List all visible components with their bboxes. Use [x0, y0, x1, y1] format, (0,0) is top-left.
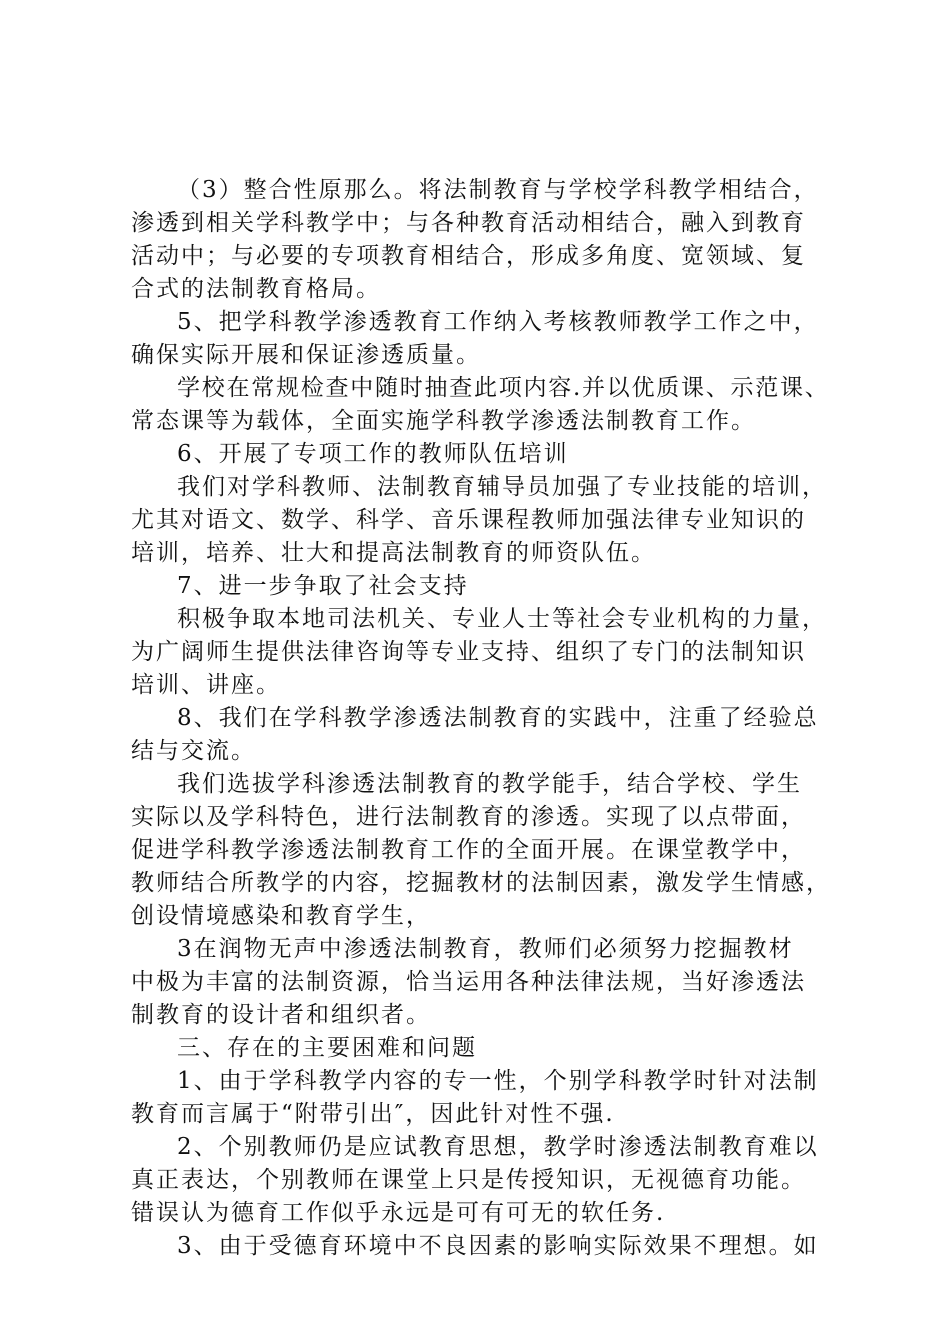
- text-line: 学校在常规检查中随时抽查此项内容.并以优质课、示范课、: [177, 375, 830, 401]
- text-line: 中极为丰富的法制资源，恰当运用各种法律法规，当好渗透法: [131, 969, 806, 995]
- text-line: 我们对学科教师、法制教育辅导员加强了专业技能的培训，: [177, 474, 827, 500]
- text-line: 活动中；与必要的专项教育相结合，形成多角度、宽领域、复: [131, 243, 806, 269]
- text-line: 1、由于学科教学内容的专一性，个别学科教学时针对法制: [177, 1068, 819, 1094]
- text-line: 8、我们在学科教学渗透法制教育的实践中，注重了经验总: [177, 705, 819, 731]
- text-line: 常态课等为载体，全面实施学科教学渗透法制教育工作。: [131, 408, 756, 434]
- text-line: 5、把学科教学渗透教育工作纳入考核教师教学工作之中，: [177, 309, 819, 335]
- text-line: 为广阔师生提供法律咨询等专业支持、组织了专门的法制知识: [131, 639, 806, 665]
- section-heading: 三、存在的主要困难和问题: [177, 1035, 477, 1061]
- text-line: 尤其对语文、数学、科学、音乐课程教师加强法律专业知识的: [131, 507, 806, 533]
- text-line: 确保实际开展和保证渗透质量。: [131, 342, 481, 368]
- text-line: 实际以及学科特色，进行法制教育的渗透。实现了以点带面，: [131, 804, 806, 830]
- text-line: （3）整合性原那么。将法制教育与学校学科教学相结合，: [177, 177, 819, 203]
- text-line: 制教育的设计者和组织者。: [131, 1002, 431, 1028]
- text-line: 7、进一步争取了社会支持: [177, 573, 469, 599]
- text-line: 教育而言属于“附带引出″，因此针对性不强.: [131, 1101, 615, 1127]
- text-line: 教师结合所教学的内容，挖掘教材的法制因素，激发学生情感，: [131, 870, 831, 896]
- text-line: 6、开展了专项工作的教师队伍培训: [177, 441, 569, 467]
- text-line: 3、由于受德育环境中不良因素的影响实际效果不理想。如: [177, 1233, 819, 1259]
- text-line: 合式的法制教育格局。: [131, 276, 381, 302]
- text-line: 结与交流。: [131, 738, 256, 764]
- text-line: 积极争取本地司法机关、专业人士等社会专业机构的力量，: [177, 606, 827, 632]
- text-line: 促进学科教学渗透法制教育工作的全面开展。在课堂教学中，: [131, 837, 806, 863]
- text-line: 创设情境感染和教育学生，: [131, 903, 431, 929]
- text-line: 培训、讲座。: [131, 672, 281, 698]
- text-line: 3在润物无声中渗透法制教育，教师们必须努力挖掘教材: [177, 936, 794, 962]
- text-line: 错误认为德育工作似乎永远是可有可无的软任务.: [131, 1200, 666, 1226]
- text-line: 我们选拔学科渗透法制教育的教学能手，结合学校、学生: [177, 771, 802, 797]
- text-line: 渗透到相关学科教学中；与各种教育活动相结合，融入到教育: [131, 210, 806, 236]
- text-line: 培训，培养、壮大和提高法制教育的师资队伍。: [131, 540, 656, 566]
- text-line: 2、个别教师仍是应试教育思想，教学时渗透法制教育难以: [177, 1134, 819, 1160]
- text-line: 真正表达，个别教师在课堂上只是传授知识，无视德育功能。: [131, 1167, 806, 1193]
